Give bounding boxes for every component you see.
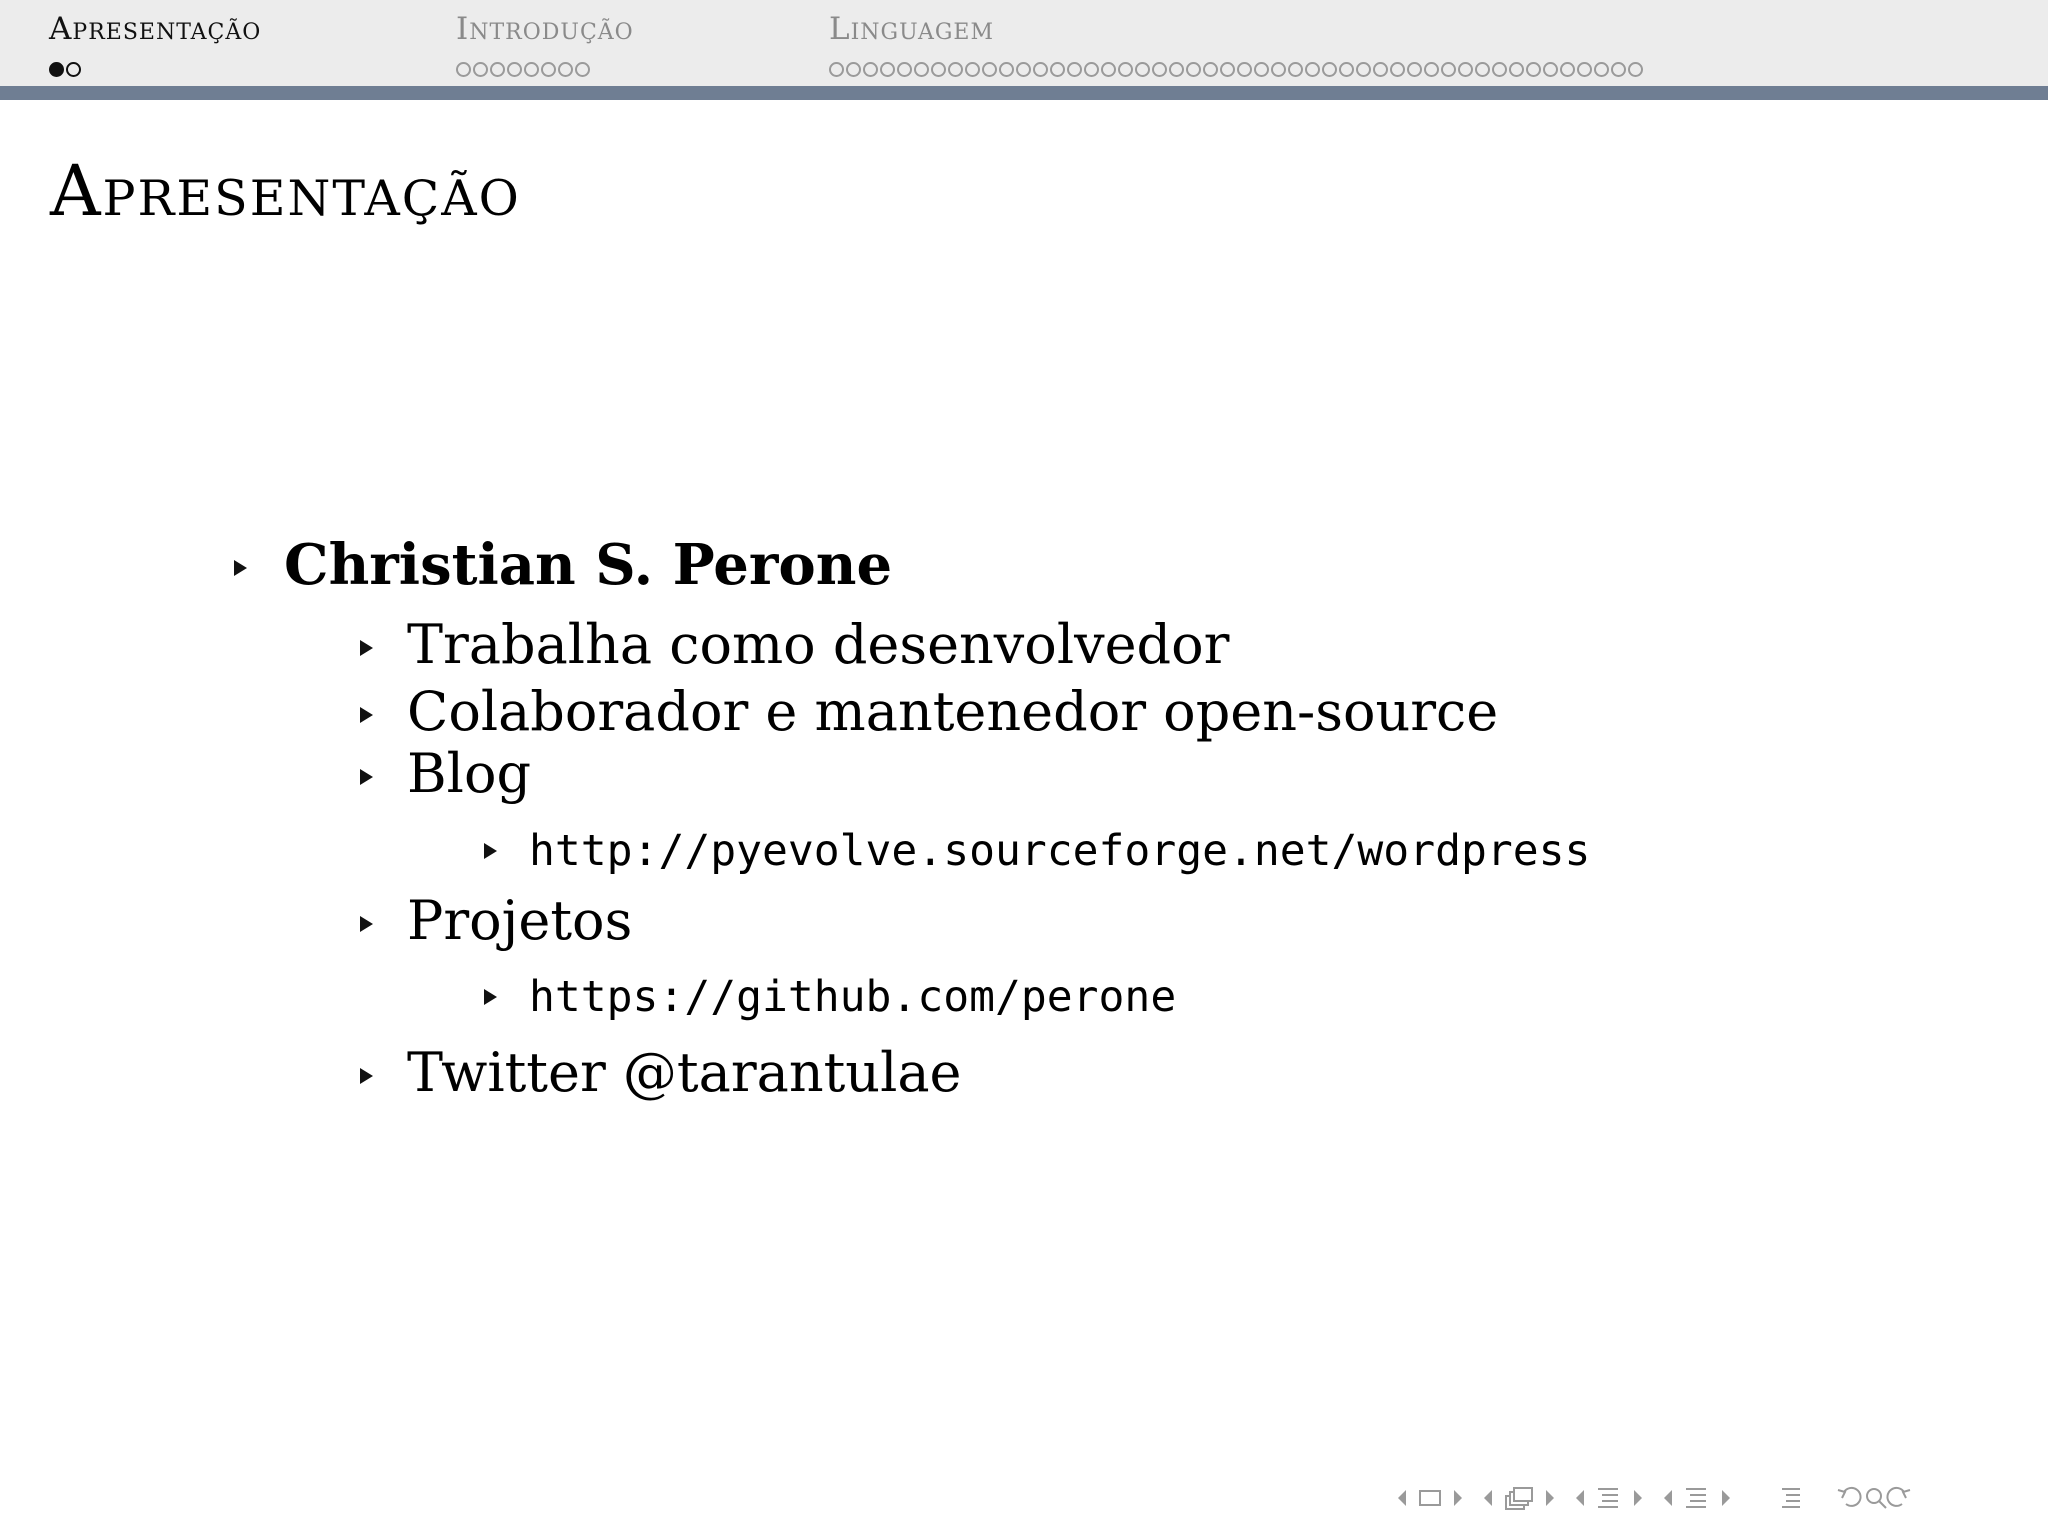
frame-dot[interactable]	[1322, 62, 1337, 77]
frame-dot[interactable]	[1560, 62, 1575, 77]
back-icon[interactable]	[1838, 1488, 1861, 1506]
frame-dot[interactable]	[1458, 62, 1473, 77]
next-frame-icon[interactable]	[1454, 1490, 1462, 1506]
frame-dot[interactable]	[1407, 62, 1422, 77]
bullet-icon	[484, 989, 497, 1005]
frame-dot[interactable]	[948, 62, 963, 77]
current-frame-dot[interactable]	[49, 62, 64, 77]
projects-link[interactable]: https://github.com/perone	[529, 972, 1177, 1022]
frame-dot[interactable]	[1135, 62, 1150, 77]
nav-separator	[0, 86, 2048, 100]
frame-dot[interactable]	[1339, 62, 1354, 77]
bullet-icon	[360, 640, 373, 656]
frame-dot[interactable]	[1067, 62, 1082, 77]
prev-subsection-icon[interactable]	[1484, 1490, 1492, 1506]
frame-dot[interactable]	[965, 62, 980, 77]
search-icon[interactable]	[1867, 1489, 1886, 1508]
nav-section-title[interactable]: Apresentação	[49, 11, 262, 47]
presenter-name: Christian S. Perone	[284, 532, 893, 598]
section-navigation-bar	[0, 0, 2048, 86]
frame-dot[interactable]	[846, 62, 861, 77]
frame-dot[interactable]	[1084, 62, 1099, 77]
frame-dot[interactable]	[1169, 62, 1184, 77]
frame-dots	[829, 60, 1643, 78]
frame-dot[interactable]	[1203, 62, 1218, 77]
frame-dot[interactable]	[1356, 62, 1371, 77]
frame-dot[interactable]	[1288, 62, 1303, 77]
frame-dot[interactable]	[982, 62, 997, 77]
frame-dot[interactable]	[66, 62, 81, 77]
frame-dot[interactable]	[1220, 62, 1235, 77]
frame-dot[interactable]	[999, 62, 1014, 77]
prev-section-icon[interactable]	[1576, 1490, 1584, 1506]
list-item-blog: Blog	[407, 742, 532, 805]
frame-dot[interactable]	[1101, 62, 1116, 77]
frame-dot[interactable]	[1509, 62, 1524, 77]
nav-section-title[interactable]: Introdução	[456, 11, 634, 47]
list-item-twitter: Twitter @tarantulae	[407, 1041, 962, 1104]
frame-dot[interactable]	[1526, 62, 1541, 77]
bullet-icon	[360, 707, 373, 723]
nav-section-title[interactable]: Linguagem	[829, 11, 995, 47]
frame-dot[interactable]	[558, 62, 573, 77]
frame-dot[interactable]	[1254, 62, 1269, 77]
frame-dot[interactable]	[456, 62, 471, 77]
next-section-icon[interactable]	[1634, 1490, 1642, 1506]
frame-dot[interactable]	[1373, 62, 1388, 77]
navigation-symbols	[1386, 1478, 2026, 1518]
frame-title: Apresentação	[50, 150, 521, 232]
frame-dot[interactable]	[1390, 62, 1405, 77]
frame-dot[interactable]	[1152, 62, 1167, 77]
frame-dot[interactable]	[1611, 62, 1626, 77]
frame-dot[interactable]	[1543, 62, 1558, 77]
frame-dot[interactable]	[1475, 62, 1490, 77]
frame-dot[interactable]	[473, 62, 488, 77]
document-icon[interactable]	[1686, 1489, 1706, 1507]
nav-section-linguagem[interactable]	[829, 10, 1643, 78]
frame-dot[interactable]	[1594, 62, 1609, 77]
frame-dot[interactable]	[524, 62, 539, 77]
frame-dot[interactable]	[1577, 62, 1592, 77]
bullet-icon	[484, 843, 497, 859]
frame-dot[interactable]	[863, 62, 878, 77]
frame-dot[interactable]	[880, 62, 895, 77]
frame-dot[interactable]	[1050, 62, 1065, 77]
frame-dot[interactable]	[931, 62, 946, 77]
frame-dot[interactable]	[1492, 62, 1507, 77]
frame-dot[interactable]	[575, 62, 590, 77]
bullet-icon	[360, 1068, 373, 1084]
frame-dot[interactable]	[1016, 62, 1031, 77]
section-icon[interactable]	[1598, 1489, 1618, 1507]
blog-link[interactable]: http://pyevolve.sourceforge.net/wordpress	[529, 826, 1591, 876]
frame-icon[interactable]	[1420, 1491, 1440, 1505]
subsection-icon[interactable]	[1506, 1488, 1532, 1509]
frame-dot[interactable]	[1237, 62, 1252, 77]
frame-dot[interactable]	[1441, 62, 1456, 77]
frame-dot[interactable]	[897, 62, 912, 77]
frame-dot[interactable]	[829, 62, 844, 77]
frame-dot[interactable]	[507, 62, 522, 77]
prev-frame-icon[interactable]	[1398, 1490, 1406, 1506]
frame-dot[interactable]	[541, 62, 556, 77]
frame-dot[interactable]	[1033, 62, 1048, 77]
frame-dots	[49, 60, 261, 78]
frame-dot[interactable]	[1305, 62, 1320, 77]
list-item-projects: Projetos	[407, 889, 633, 952]
prev-document-icon[interactable]	[1664, 1490, 1672, 1506]
next-subsection-icon[interactable]	[1546, 1490, 1554, 1506]
frame-dot[interactable]	[1424, 62, 1439, 77]
next-document-icon[interactable]	[1722, 1490, 1730, 1506]
forward-icon[interactable]	[1887, 1488, 1910, 1506]
nav-section-introducao[interactable]	[456, 10, 634, 78]
bullet-icon	[360, 916, 373, 932]
list-item-oss: Colaborador e mantenedor open-source	[407, 680, 1499, 743]
frame-dots	[456, 60, 634, 78]
list-item-work: Trabalha como desenvolvedor	[407, 613, 1230, 676]
frame-dot[interactable]	[490, 62, 505, 77]
nav-section-apresentacao[interactable]	[49, 10, 261, 78]
frame-dot[interactable]	[914, 62, 929, 77]
frame-dot[interactable]	[1186, 62, 1201, 77]
frame-dot[interactable]	[1628, 62, 1643, 77]
frame-dot[interactable]	[1271, 62, 1286, 77]
bullet-icon	[360, 769, 373, 785]
bullet-icon	[234, 560, 247, 576]
appendix-icon[interactable]	[1782, 1489, 1800, 1507]
frame-dot[interactable]	[1118, 62, 1133, 77]
